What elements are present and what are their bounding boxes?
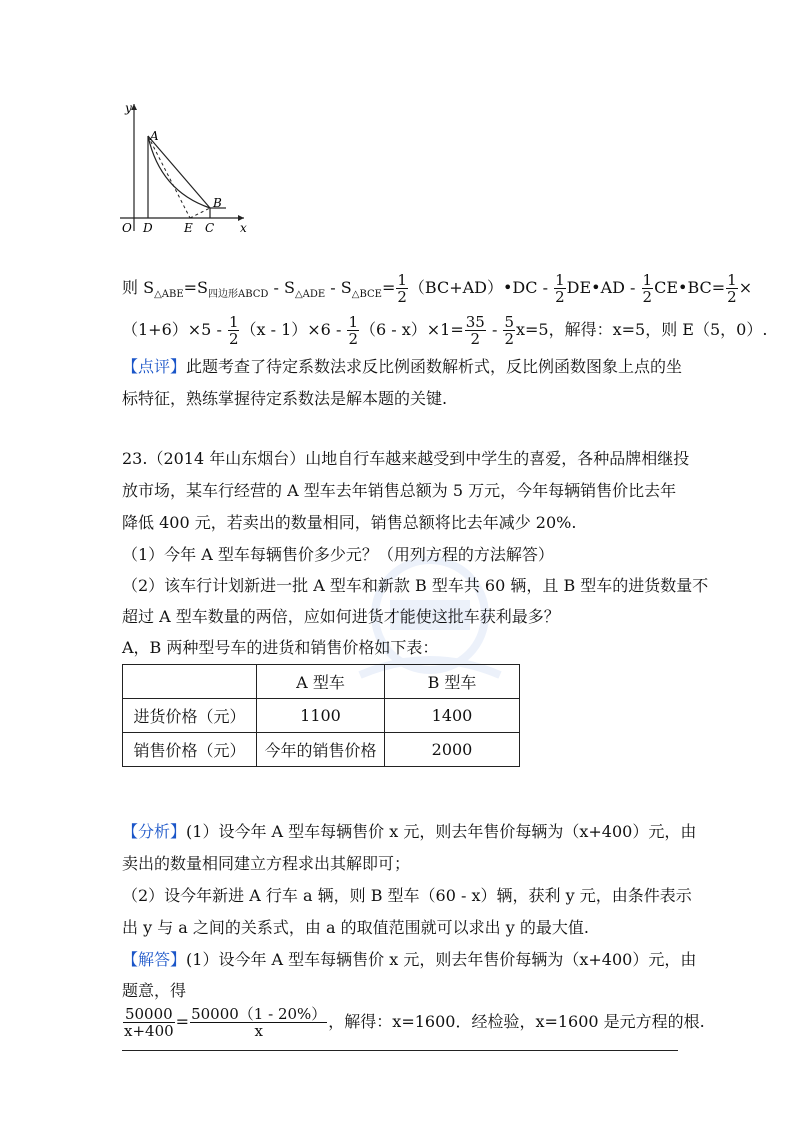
point-c-label: C [205,221,215,235]
table-header-cell: A 型车 [257,665,385,699]
table-cell: 1100 [257,699,385,733]
table-intro: A，B 两种型号车的进货和销售价格如下表： [122,638,439,657]
review-line-2: 标特征，熟练掌握待定系数法是解本题的关键. [122,389,448,408]
table-cell: 销售价格（元） [123,733,257,767]
area-formula-line: 则 $S_{\triangle ABE}=S_{四边形ABCD} - S_{\triangle ADE} - S_{\triangle BCE}=$ $\frac{1}{2}$ （BC+AD）•DC - $\frac{1}{2}$ DE•AD - $\frac{1}{2}$ CE•BC= $\frac{1}{2}$ × [122,271,753,306]
question-part-2-cont: 超过 A 型车数量的两倍，应如何进货才能使这批车获利最多？ [122,607,560,626]
function-graph [112,96,252,236]
solution-line-2: 题意，得 [122,981,187,1000]
table-cell: 2000 [385,733,520,767]
analysis-line-3: （2）设今年新进 A 行车 a 辆，则 B 型车（60 - x）辆，获利 y 元，由条件表示 [122,886,692,905]
analysis-line-2: 卖出的数量相同建立方程求出其解即可； [122,854,411,873]
table-cell: 1400 [385,699,520,733]
question-part-2: （2）该车行计划新进一批 A 型车和新款 B 型车共 60 辆，且 B 型车的进货数量不 [122,576,709,595]
page-bottom-rule [122,1050,678,1051]
analysis-tag: 【分析】 [122,822,187,841]
point-b-label: B [213,196,222,210]
table-cell: 今年的销售价格 [257,733,385,767]
x-axis-label: x [240,221,247,235]
area-formula-line-2: （1+6）×5 - $\frac{1}{2}$ （x - 1）×6 - $\frac{1}{2}$ （6 - x）×1= $\frac{35}{2}$ - $\frac{5}{2}$ x=5，解得：x=5，则 E（5，0）. [122,313,768,348]
question-line-2: 放市场，某车行经营的 A 型车去年销售总额为 5 万元，今年每辆销售价比去年 [122,481,677,500]
table-row [123,699,520,733]
table-header-cell [123,665,257,699]
point-a-label: A [150,129,159,143]
table-row [123,733,520,767]
y-axis-label: y [125,101,132,115]
question-part-1: （1）今年 A 型车每辆售价多少元？（用列方程的方法解答） [122,545,554,564]
origin-label: O [122,221,132,235]
review-line-1: 【点评】此题考查了待定系数法求反比例函数解析式，反比例函数图象上点的坐 [122,357,683,376]
analysis-line-4: 出 y 与 a 之间的关系式，由 a 的取值范围就可以求出 y 的最大值. [122,918,589,937]
table-cell: 进货价格（元） [123,699,257,733]
point-d-label: D [143,221,153,235]
analysis-line-1: 【分析】(1）设今年 A 型车每辆售价 x 元，则去年售价每辆为（x+400）元，由 [122,822,697,841]
review-tag: 【点评】 [122,357,187,376]
solution-equation: $\frac{50000}{x+400}$ = $\frac{50000(1 - 20\%)}{x}$ ，解得：x=1600．经检验，x=1600 是元方程的根. [124,1005,705,1040]
price-table [122,664,520,767]
question-line-1: 23.（2014 年山东烟台）山地自行车越来越受到中学生的喜爱，各种品牌相继投 [122,449,690,468]
solution-tag: 【解答】 [122,950,187,969]
question-line-3: 降低 400 元，若卖出的数量相同，销售总额将比去年减少 20%. [122,513,577,532]
solution-line-1: 【解答】(1）设今年 A 型车每辆售价 x 元，则去年售价每辆为（x+400）元，由 [122,950,697,969]
table-header-cell: B 型车 [385,665,520,699]
point-e-label: E [184,221,193,235]
table-header-row [123,665,520,699]
